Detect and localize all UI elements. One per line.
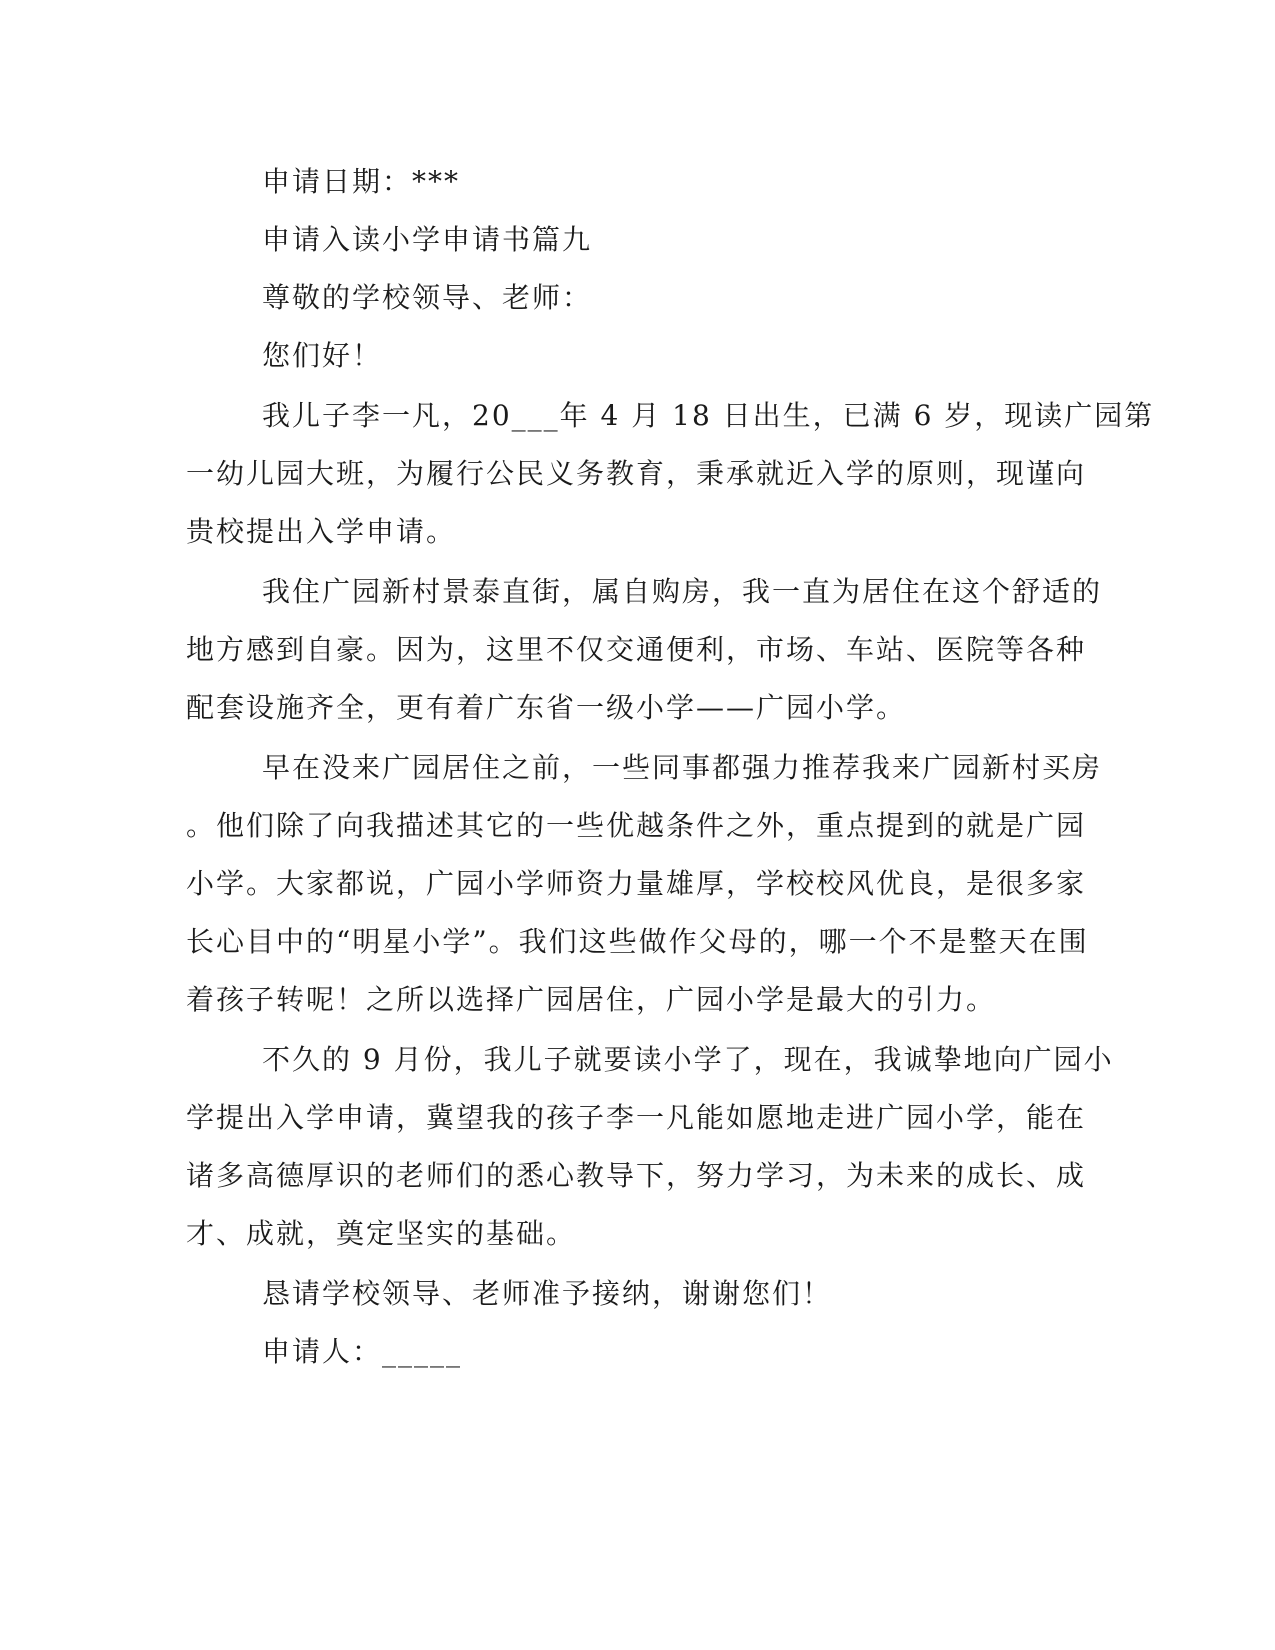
paragraph-4-line-2: 学提出入学申请，冀望我的孩子李一凡能如愿地走进广园小学，能在 (186, 1101, 1087, 1134)
paragraph-4-line-1: 不久的 9 月份，我儿子就要读小学了，现在，我诚挚地向广园小 (262, 1043, 1114, 1076)
paragraph-3-line-2: 。他们除了向我描述其它的一些优越条件之外，重点提到的就是广园 (186, 809, 1087, 842)
application-date: 申请日期：*** (262, 165, 461, 198)
salutation: 尊敬的学校领导、老师： (262, 281, 593, 314)
closing-request: 恳请学校领导、老师准予接纳，谢谢您们！ (262, 1277, 833, 1310)
applicant-signature-line: 申请人：_____ (262, 1335, 463, 1368)
paragraph-4-line-4: 才、成就，奠定坚实的基础。 (186, 1217, 577, 1250)
paragraph-3-line-5: 着孩子转呢！之所以选择广园居住，广园小学是最大的引力。 (186, 983, 997, 1016)
paragraph-2-line-3: 配套设施齐全，更有着广东省一级小学——广园小学。 (186, 691, 907, 724)
paragraph-2-line-1: 我住广园新村景泰直街，属自购房，我一直为居住在这个舒适的 (262, 575, 1103, 608)
paragraph-4-line-3: 诸多高德厚识的老师们的悉心教导下，努力学习，为未来的成长、成 (186, 1159, 1087, 1192)
document-title: 申请入读小学申请书篇九 (262, 223, 593, 256)
paragraph-1-line-3: 贵校提出入学申请。 (186, 515, 457, 548)
paragraph-2-line-2: 地方感到自豪。因为，这里不仅交通便利，市场、车站、医院等各种 (186, 633, 1087, 666)
paragraph-1-line-2: 一幼儿园大班，为履行公民义务教育，秉承就近入学的原则，现谨向 (186, 457, 1087, 490)
paragraph-3-line-1: 早在没来广园居住之前，一些同事都强力推荐我来广园新村买房 (262, 751, 1103, 784)
paragraph-3-line-4: 长心目中的“明星小学”。我们这些做作父母的，哪一个不是整天在围 (186, 925, 1089, 958)
paragraph-1-line-1: 我儿子李一凡，20___年 4 月 18 日出生，已满 6 岁，现读广园第 (262, 399, 1155, 432)
greeting: 您们好！ (262, 339, 383, 372)
paragraph-3-line-3: 小学。大家都说，广园小学师资力量雄厚，学校校风优良，是很多家 (186, 867, 1087, 900)
